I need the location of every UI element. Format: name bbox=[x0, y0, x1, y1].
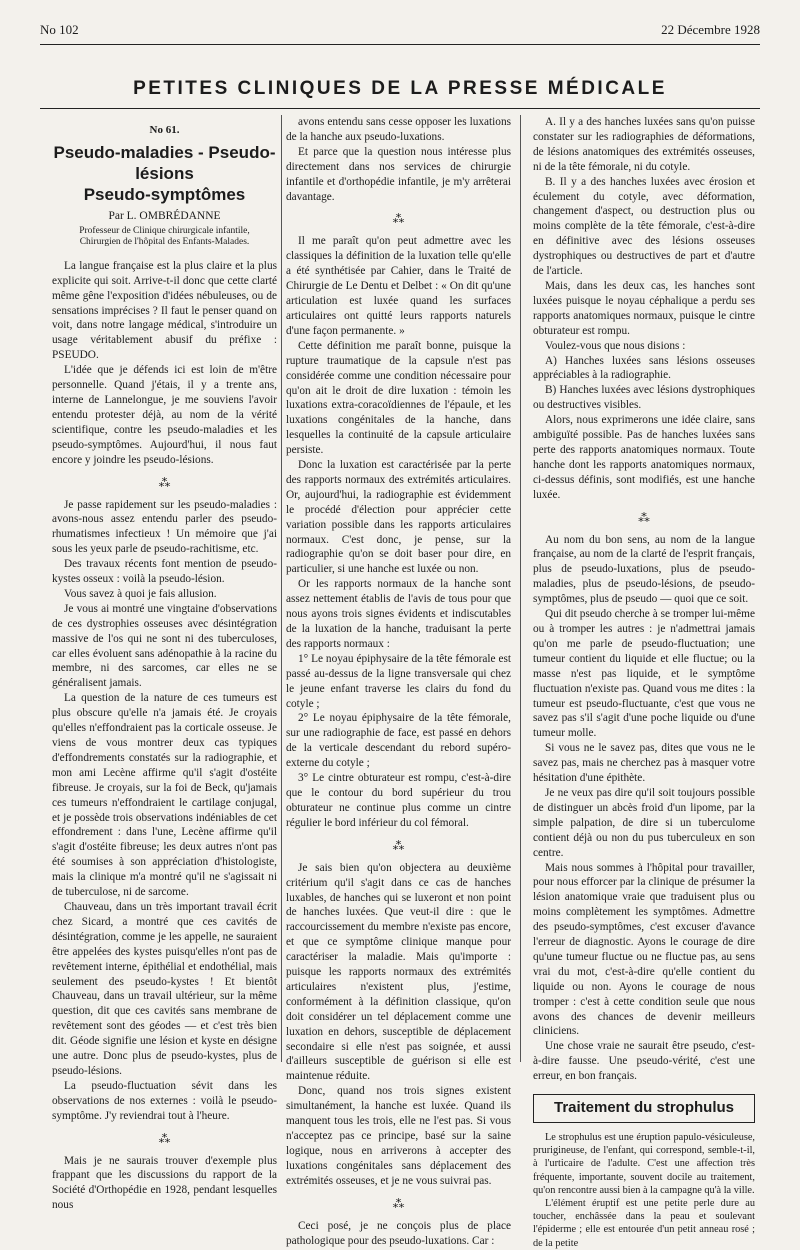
issue-number: No 102 bbox=[40, 22, 79, 37]
paragraph: Mais nous sommes à l'hôpital pour travailler, pour nous efforcer par la clinique de présumer la lésion anatomique vraie que traduisent plus ou moins complètement les symptômes. Admettre des pseudo-symptômes, c'est excuser d'avance l'erreur de diagnostic. Ayons le courage de dire qu'une tumeur fluctue ou ne fluctue pas, au sens vrai du mot, c'est-à-dire qu'elle contient du liquide ou non. Ayons le courage de nous tromper : c'est à cette condition seule que nous avons des chances de devenir meilleurs cliniciens. bbox=[533, 861, 755, 1038]
paragraph: 1° Le noyau épiphysaire de la tête fémorale est passé au-dessus de la ligne transversale qui chez le jeune enfant traverse les clairs du fond du cotyle ; bbox=[286, 652, 511, 710]
paragraph: A) Hanches luxées sans lésions osseuses appréciables à la radiographie. bbox=[533, 354, 755, 382]
masthead: PETITES CLINIQUES DE LA PRESSE MÉDICALE bbox=[133, 78, 667, 99]
paragraph: Si vous ne le savez pas, dites que vous ne le savez pas, mais ne cherchez pas à masquer votre hésitation d'une épithète. bbox=[533, 742, 755, 785]
paragraph: Alors, nous exprimerons une idée claire, sans ambiguïté possible. Pas de hanches luxées sans perte des rapports anatomiques normaux. Toute hanche dont les rapports anatomiques normaux, ci-dessus définis, sont modifiés, est une hanche luxée. bbox=[533, 414, 755, 501]
article-number: No 61. bbox=[149, 124, 180, 136]
paragraph: Le strophulus est une éruption papulo-vésiculeuse, prurigineuse, de l'enfant, qui correspond, semble-t-il, à l'urticaire de l'adulte. C'est une affection très fréquente, importante, souvent docile au traitement, qu'on rencontre aussi bien à la campagne qu'à la ville. bbox=[533, 1132, 755, 1196]
paragraph: Or les rapports normaux de la hanche sont assez nettement établis de l'avis de tous pour que nous ayons trois signes évidents et indiscutables de la luxation de la hanche, traduisant la perte des rapports normaux : bbox=[286, 578, 511, 650]
paragraph: Je vous ai montré une vingtaine d'observations de ces dystrophies osseuses avec désintégration massive de l'os qui ne sont ni des tuberculoses, car elles évoluent sans adénopathie à la racine du membre, ni des sarcomes, car elles ne se généralisent jamais. bbox=[52, 602, 277, 690]
paragraph: Il me paraît qu'on peut admettre avec les classiques la définition de la luxation telle qu'elle a été synthétisée par Cahier, dans le Traité de Chirurgie de Le Dentu et Delbet : « On dit qu'une articulation est luxée quand les surfaces articulaires ont quitté leurs rapports naturels d'une façon permanente. » bbox=[286, 235, 511, 337]
paragraph: Ceci posé, je ne conçois plus de place pathologique pour des pseudo-luxations. Car : bbox=[286, 1219, 511, 1247]
article-title: Pseudo-maladies - Pseudo-lésions bbox=[53, 142, 276, 183]
paragraph: avons entendu sans cesse opposer les luxations de la hanche aux pseudo-luxations. bbox=[286, 116, 511, 143]
section-separator: ⁂ bbox=[158, 475, 171, 490]
paragraph: Et parce que la question nous intéresse plus directement dans nos services de chirurgie infantile et d'orthopédie infantile, je m'y arrêterai davantage. bbox=[286, 145, 511, 203]
column-3 bbox=[533, 115, 755, 1250]
paragraph: Voulez-vous que nous disions : bbox=[545, 339, 686, 352]
paragraph: Je passe rapidement sur les pseudo-maladies : avons-nous assez entendu parler des pseudo-rhumatismes infectieux ! Un mémoire que j'ai sous les yeux parle de pseudo-rachitisme, etc. bbox=[52, 498, 277, 556]
column-1 bbox=[52, 115, 277, 1213]
paragraph: Vous savez à quoi je fais allusion. bbox=[64, 587, 217, 600]
section-separator: ⁂ bbox=[392, 212, 405, 227]
article-author: Par L. OMBRÉDANNE bbox=[108, 209, 221, 222]
affiliation-line: Chirurgien de l'hôpital des Enfants-Malades. bbox=[79, 237, 250, 248]
article-title: Pseudo-symptômes bbox=[83, 184, 246, 204]
column-divider bbox=[281, 115, 282, 1062]
paragraph: Une chose vraie ne saurait être pseudo, c'est-à-dire fausse. Une pseudo-vérité, c'est une erreur, en bon français. bbox=[533, 1040, 755, 1083]
paragraph: Je ne veux pas dire qu'il soit toujours possible de distinguer un abcès froid d'un lipome, par la simple palpation, de dire si un tuberculome contient déjà ou non du pus tuberculeux en son centre. bbox=[533, 786, 755, 859]
author-affiliation bbox=[52, 226, 277, 249]
paragraph: La langue française est la plus claire et la plus explicite qui soit. Arrive-t-il donc que cette clarté même gêne l'exposition d'idées nébuleuses, ou de sensations imprécises ? Il faut le penser quand on voit, dans notre langage médical, s'introduire un usage véritablement abusif du préfixe : PSEUDO. bbox=[52, 259, 277, 362]
paragraph: B) Hanches luxées avec lésions dystrophiques ou destructives visibles. bbox=[533, 384, 755, 412]
paragraph: Mais je ne saurais trouver d'exemple plus frappant que les discussions du rapport de la Société d'Orthopédie en 1928, pendant lesquelles nous bbox=[52, 1154, 277, 1212]
column-divider bbox=[520, 115, 521, 1062]
header-rule bbox=[40, 44, 760, 45]
second-article-title: Traitement du strophulus bbox=[533, 1094, 755, 1123]
affiliation-line: Professeur de Clinique chirurgicale infantile, bbox=[79, 225, 250, 236]
paragraph: B. Il y a des hanches luxées avec érosion et éculement du cotyle, avec déformation, changement d'aspect, ou destruction plus ou moins complète de la tête fémorale, c'est-à-dire en définitive avec des lésions osseuses dystrophiques ou destructives de part et d'autre de l'article. bbox=[533, 175, 755, 278]
paragraph: Au nom du bon sens, au nom de la langue française, au nom de la clarté de l'esprit français, plus de pseudo-luxations, plus de pseudo-maladies, plus de pseudo-lésions, de pseudo-symptômes, plus de pseudo — quoi que ce soit. bbox=[533, 533, 755, 606]
masthead-rule bbox=[40, 108, 760, 109]
paragraph: La pseudo-fluctuation sévit dans les observations de nos externes : voilà le pseudo-symptôme. J'y reviendrai tout à l'heure. bbox=[52, 1079, 277, 1122]
issue-date: 22 Décembre 1928 bbox=[661, 22, 760, 37]
section-separator: ⁂ bbox=[392, 1196, 405, 1211]
paragraph: Cette définition me paraît bonne, puisque la rupture traumatique de la capsule n'est pas considérée comme une condition nécessaire pour qu'on ait le droit de dire luxation : témoin les luxations extra-coracoïdiennes de l'épaule, et les luxations congénitales de la hanche, dans lesquelles la continuité de la capsule articulaire persiste. bbox=[286, 339, 511, 457]
section-separator: ⁂ bbox=[392, 838, 405, 853]
paragraph: Qui dit pseudo cherche à se tromper lui-même ou à tromper les autres : je n'admettrai jamais qu'on me parle de pseudo-fluctuation; une tumeur contient du liquide et elle fluctue; ou la masse n'est pas liquide, et le symptôme fluctuation n'existe pas. Quand vous me dites : la tumeur est pseudo-fluctuante, c'est que vous ne savez pas s'il s'agit d'une poche liquide ou d'une tumeur molle. bbox=[533, 608, 755, 740]
paragraph: Donc la luxation est caractérisée par la perte des rapports normaux des extrémités articulaires. Or, aujourd'hui, la radiographie est évidemment le procédé d'élection pour apprécier cette variation possible dans les rapports articulaires normaux. C'est donc, je pense, sur la radiographie qu'on se doit baser pour dire, en particulier, si une hanche est luxée ou non. bbox=[286, 459, 511, 576]
paragraph: La question de la nature de ces tumeurs est plus obscure qu'elle n'a jamais été. Je croyais qu'elles n'effondraient pas la corticale osseuse. Je viens de vous montrer deux cas typiques d'effondrements constatés sur la radiographie, et mon ami Lecène affirme qu'il s'agit d'ostéite fibreuse. Je croyais, sur la foi de Beck, qu'jamais ces tumeurs n'effondraient le cartilage conjugal, et je possède trois observations indéniables de cet effondrement : dans l'une, Lecène affirme qu'il s'agit d'ostéite fibreuse; les deux autres n'ont pas été soumises à son appréciation d'histologiste, mais la clinique m'a montré qu'il ne s'agissait ni de tuberculose, ni de sarcome. bbox=[52, 692, 277, 899]
paragraph: Des travaux récents font mention de pseudo-kystes osseux : voilà la pseudo-lésion. bbox=[52, 558, 277, 586]
paragraph: L'idée que je défends ici est loin de m'être personnelle. Quand j'étais, il y a trente ans, interne de Lannelongue, je me souviens l'avoir entendu protester déjà, au nom de la vérité scientifique, contre les pseudo-maladies et les pseudo-symptômes. Aujourd'hui, il nous faut encore y joindre les pseudo-lésions. bbox=[52, 364, 277, 466]
paragraph: Chauveau, dans un très important travail écrit chez Sicard, a montré que ces cavités de désintégration, comme je les appelle, ne sauraient être appelées des kystes puisqu'elles n'ont pas de revêtement interne, épithélial et endothélial, mais seulement des pseudo-kystes ! Et bientôt Chauveau, dans un travail ultérieur, sur la même question, dit que ces cavités sans membrane de revêtement sont des géodes — et c'est très bien dit. Géode signifie une lésion et kyste en désigne une autre. Donc plus de pseudo-kystes, plus de pseudo-lésions. bbox=[52, 900, 277, 1077]
paragraph: Donc, quand nos trois signes existent simultanément, la hanche est luxée. Quand ils manquent tous les trois, elle ne l'est pas. Si vous n'acceptez pas ce principe, basé sur la saine logique, nous en arriverons à accepter des luxations congénitales sans déplacement des extrémités osseuses, et je ne vous suivrai pas. bbox=[286, 1085, 511, 1187]
paragraph: A. Il y a des hanches luxées sans qu'on puisse constater sur les radiographies de déformations, de lésions anatomiques des extrémités osseuses, ni de la tête fémorale, ni du cotyle. bbox=[533, 116, 755, 173]
section-separator: ⁂ bbox=[638, 510, 650, 525]
paragraph: L'élément éruptif est une petite perle dure au toucher, enchâssée dans la peau et soulevant l'épiderme ; elle est entourée d'un petit anneau rosé ; de la petite bbox=[533, 1198, 755, 1249]
paragraph: 3° Le cintre obturateur est rompu, c'est-à-dire que le contour du bord supérieur du trou obturateur ne continue plus comme un cintre régulier le bord inférieur du col fémoral. bbox=[286, 772, 511, 829]
second-article-body bbox=[533, 1131, 755, 1250]
paragraph: Mais, dans les deux cas, les hanches sont luxées puisque le noyau céphalique a perdu ses rapports anatomiques normaux, puisque le cintre obturateur est rompu. bbox=[533, 279, 755, 337]
page-header bbox=[40, 22, 760, 42]
paragraph: 2° Le noyau épiphysaire de la tête fémorale, sur une radiographie de face, est passé en dehors de la verticale descendant du rebord supéro-externe du cotyle ; bbox=[286, 712, 511, 770]
paragraph: Je sais bien qu'on objectera au deuxième critérium qu'il s'agit dans ce cas de hanches luxables, de hanches qui se luxeront et non point de hanches luxées. Que veut-il dire : que le raccourcissement du membre n'existe pas encore, et que ce symptôme clinique manque pour caractériser la maladie. Mais qu'importe : puisque les rapports normaux des extrémités articulaires n'existent plus, j'estime, conformément à la définition classique, qu'on doit considérer un tel déplacement comme une luxation en dehors, susceptible de déplacement secondaire si elle n'est pas soignée, et aussi d'ailleurs susceptible de guérison si elle est maintenue réduite. bbox=[286, 861, 511, 1083]
column-2 bbox=[286, 115, 511, 1248]
section-separator: ⁂ bbox=[158, 1131, 171, 1146]
